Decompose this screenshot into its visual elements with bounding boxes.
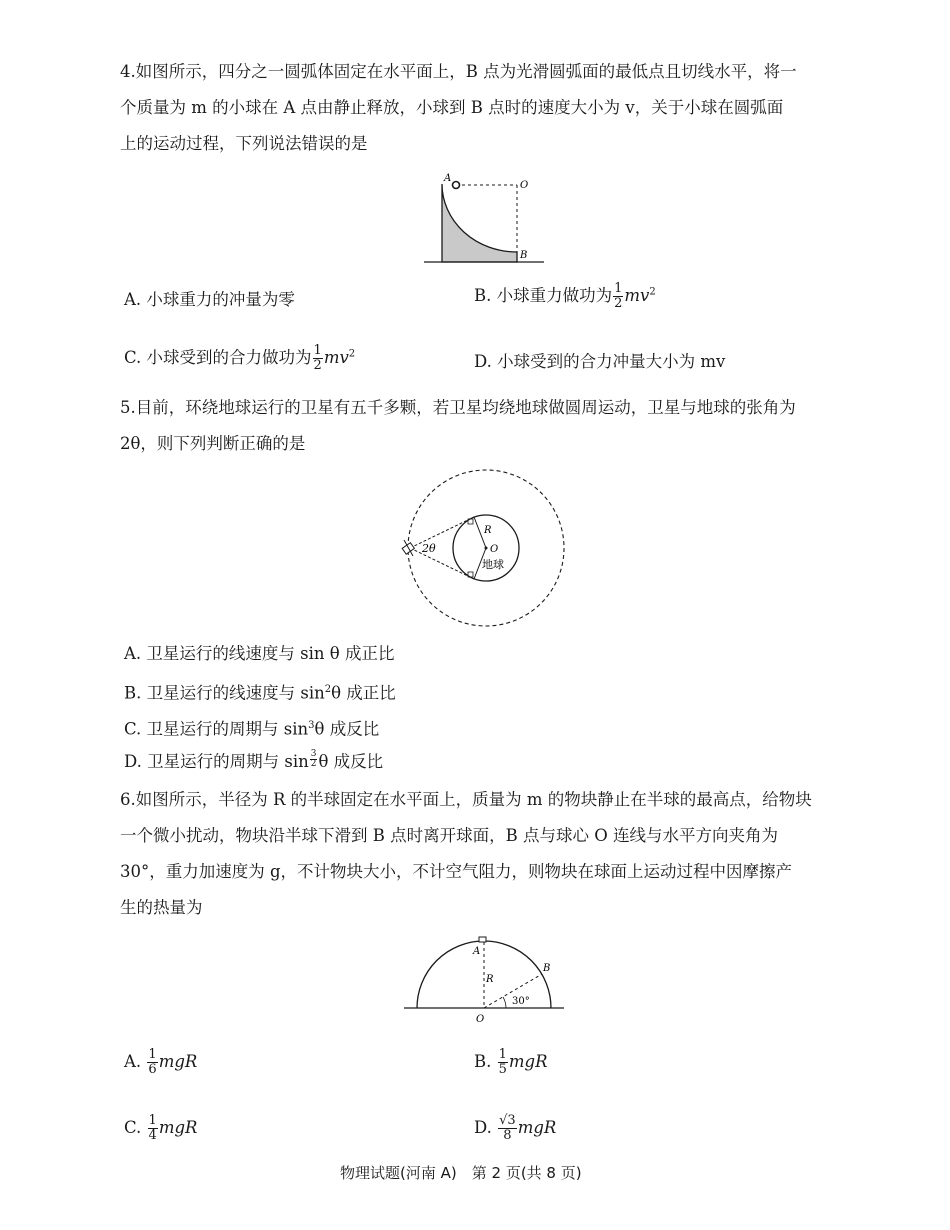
q6-block [479,937,486,942]
q6-option-c: C. $\frac{1}{4}$ mgR [124,1113,198,1143]
q6-option-b: B. $\frac{1}{5}$ mgR [474,1047,548,1077]
q5-option-b: B. 卫星运行的线速度与 $\sin^2\theta$ 成正比 [124,683,396,703]
q6-option-d: D. $\frac{√3}{8}$ mgR [474,1113,557,1143]
q6-figure-hemisphere [400,932,570,1026]
q6-label-A: A [473,946,481,957]
q5-option-c: C. 卫星运行的周期与 $\sin^3\theta$ 成反比 [124,719,380,739]
q6-stem-line3: 30°，重力加速度为 g，不计物块大小，不计空气阻力，则物块在球面上运动过程中因摩擦产 [120,862,793,881]
q6-angle-arc [503,997,506,1008]
q4-option-d: D. 小球受到的合力冲量大小为 mv [474,352,726,371]
q6-label-O: O [476,1014,485,1025]
q6-option-a: A. $\frac{1}{6}$ mgR [124,1047,198,1077]
q6-option-a-fraction: $\frac{1}{6}$ [148,1047,157,1077]
q4-option-c-mv: mv [323,348,349,367]
q4-label-A: A [444,173,452,184]
q4-stem-line1: 4.如图所示，四分之一圆弧体固定在水平面上，B 点为光滑圆弧面的最低点且切线水平，将一 [120,62,797,81]
q6-stem-line2: 一个微小扰动，物块沿半球下滑到 B 点时离开球面，B 点与球心 O 连线与水平方向夹角为 [120,826,779,845]
q5-figure-satellite-orbit [398,468,570,630]
q5-label-R: R [484,525,492,536]
q4-option-c-fraction: $\frac{1}{2}$ [313,343,322,373]
q6-label-R: R [486,974,494,985]
q4-option-a: A. 小球重力的冲量为零 [124,290,295,309]
q6-option-d-fraction: $\frac{√3}{8}$ [499,1113,516,1143]
q4-option-b-mv: mv [624,286,650,305]
q4-figure-quarter-arc [420,172,550,268]
q4-stem-line3: 上的运动过程，下列说法错误的是 [120,134,368,153]
q4-stem-line2: 个质量为 m 的小球在 A 点由静止释放，小球到 B 点时的速度大小为 v，关于小球在圆弧面 [120,98,784,117]
q6-stem-line4: 生的热量为 [120,898,203,917]
q6-option-c-fraction: $\frac{1}{4}$ [148,1113,157,1143]
q5-tangent-lower [410,548,474,579]
q6-label-angle: 30° [512,996,530,1007]
q5-label-earth: 地球 [482,558,504,571]
q4-ball [453,182,460,189]
q4-option-c-text: C. 小球受到的合力做功为 [124,348,312,367]
q5-tangent-upper [410,517,474,548]
q4-option-b: B. 小球重力做功为 $\frac{1}{2}$ $mv^2$ [474,281,656,311]
q6-stem-line1: 6.如图所示，半径为 R 的半球固定在水平面上，质量为 m 的物块静止在半球的最高点，给物块 [120,790,812,809]
q5-option-a: A. 卫星运行的线速度与 sin θ 成正比 [124,644,395,663]
q6-option-b-fraction: $\frac{1}{5}$ [498,1047,507,1077]
q5-option-d-exponent: $\frac{3}{2}$ [310,749,317,769]
page-footer: 物理试题(河南 A) 第 2 页(共 8 页) [340,1164,582,1182]
q5-stem-line1: 5.目前，环绕地球运行的卫星有五千多颗，若卫星均绕地球做圆周运动，卫星与地球的张角为 [120,398,796,417]
q5-label-O: O [490,544,499,555]
q5-option-d: D. 卫星运行的周期与 sin $\frac{3}{2}$ θ 成反比 [124,749,384,771]
q4-arc-body [442,184,517,262]
q6-label-B: B [543,963,551,974]
q4-label-B: B [520,250,528,261]
q4-option-b-text: B. 小球重力做功为 [474,286,613,305]
q5-label-angle: 2θ [422,542,436,555]
q4-option-b-fraction: $\frac{1}{2}$ [614,281,623,311]
q5-stem-line2: 2θ，则下列判断正确的是 [120,434,306,453]
q4-label-O: O [520,180,529,191]
q4-option-c: C. 小球受到的合力做功为 $\frac{1}{2}$ $mv^2$ [124,343,356,373]
